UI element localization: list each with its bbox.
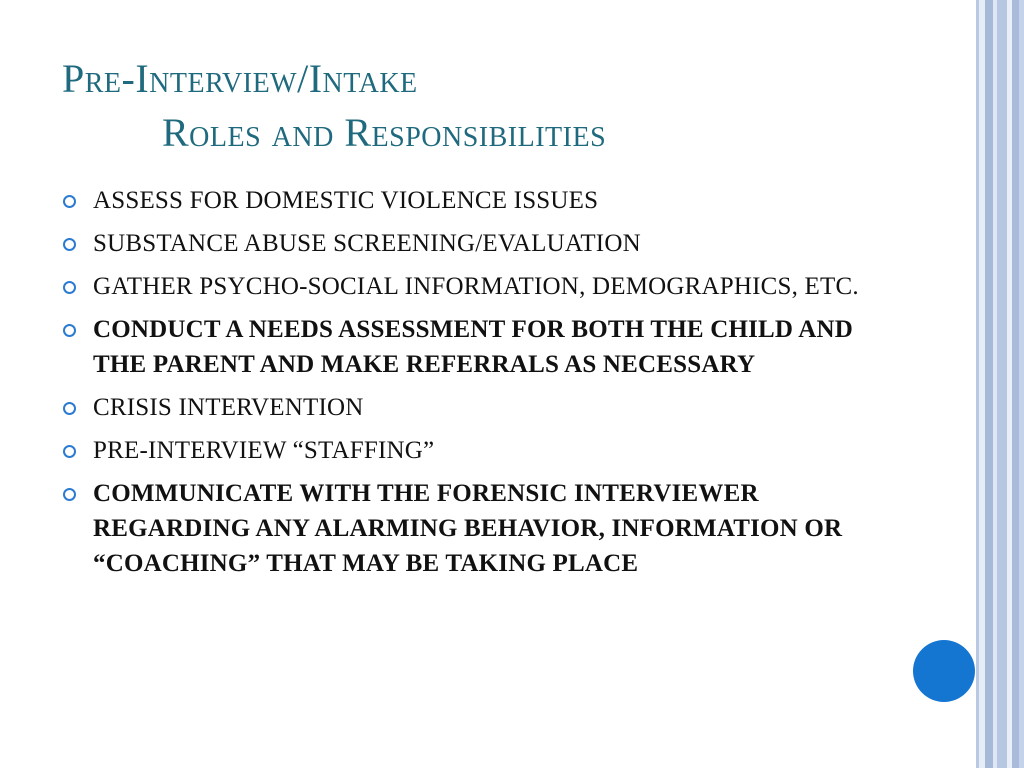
stripe	[985, 0, 993, 768]
bullet-item	[62, 390, 892, 425]
bullet-ring-icon	[63, 324, 76, 337]
bullet-text: CONDUCT A NEEDS ASSESSMENT FOR BOTH THE CHILD AND THE PARENT AND MAKE REFERRALS AS NECESSARY	[93, 316, 854, 378]
bullet-item	[62, 226, 892, 261]
stripe	[1012, 0, 1019, 768]
title-line-1: Pre-Interview/Intake	[62, 56, 418, 101]
bullet-ring-icon	[63, 402, 76, 415]
bullet-list	[62, 183, 892, 589]
title-line-2: Roles and Responsibilities	[162, 110, 607, 155]
bullet-text: CRISIS INTERVENTION	[93, 394, 364, 421]
bullet-ring-icon	[63, 488, 76, 501]
bullet-text: PRE-INTERVIEW “STAFFING”	[93, 437, 435, 464]
bullet-text: GATHER PSYCHO-SOCIAL INFORMATION, DEMOGRAPHICS, ETC.	[93, 273, 859, 300]
bullet-text: ASSESS FOR DOMESTIC VIOLENCE ISSUES	[93, 187, 599, 214]
bullet-item	[62, 476, 892, 581]
decorative-stripes	[976, 0, 1024, 768]
slide-title	[62, 52, 942, 160]
bullet-item	[62, 433, 892, 468]
bullet-text: COMMUNICATE WITH THE FORENSIC INTERVIEWER REGARDING ANY ALARMING BEHAVIOR, INFORMATION OR “COACHING” THAT MAY BE TAKING PLACE	[93, 480, 843, 577]
bullet-item	[62, 312, 892, 382]
stripe	[997, 0, 1007, 768]
bullet-item	[62, 183, 892, 218]
decorative-circle	[913, 640, 975, 702]
bullet-ring-icon	[63, 281, 76, 294]
bullet-text: SUBSTANCE ABUSE SCREENING/EVALUATION	[93, 230, 641, 257]
bullet-item	[62, 269, 892, 304]
bullet-ring-icon	[63, 238, 76, 251]
stripe	[1019, 0, 1024, 768]
bullet-ring-icon	[63, 445, 76, 458]
bullet-ring-icon	[63, 195, 76, 208]
